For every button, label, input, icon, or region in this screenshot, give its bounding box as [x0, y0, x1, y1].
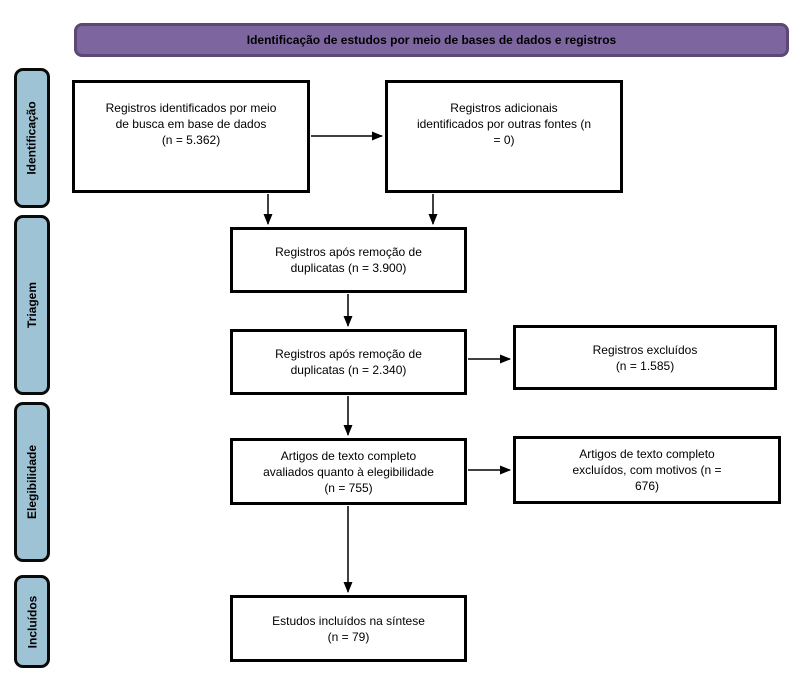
stage-label-text: Triagem	[25, 281, 39, 329]
stage-label-text: Elegibilidade	[25, 444, 40, 520]
box-text-line: avaliados quanto à elegibilidade	[263, 464, 434, 479]
box-text-line: de busca em base de dados	[115, 117, 267, 131]
stage-label-elegibilidade	[14, 402, 50, 562]
box-text-line: Artigos de texto completo	[579, 447, 715, 461]
box-text-line: Estudos incluídos na síntese	[272, 613, 425, 628]
box-records-database-search	[72, 80, 310, 193]
box-text-line: (n = 1.585)	[615, 358, 675, 373]
box-text-line: excluídos, com motivos (n =	[572, 463, 722, 477]
box-records-after-dedup-3900	[230, 227, 467, 293]
box-text-line: duplicatas (n = 3.900)	[290, 261, 407, 275]
box-studies-included	[230, 595, 467, 662]
box-text-line: (n = 79)	[327, 629, 370, 644]
box-records-after-dedup-2340	[230, 329, 467, 395]
diagram-title-banner	[74, 23, 789, 57]
box-records-excluded	[513, 325, 777, 390]
box-text-line: = 0)	[493, 133, 515, 147]
stage-label-triagem	[14, 215, 50, 395]
stage-label-text: Incluídos	[25, 595, 40, 648]
box-text-line: identificados por outras fontes (n	[416, 117, 592, 131]
box-text-line: (n = 5.362)	[161, 133, 221, 147]
stage-label-incluidos	[14, 575, 50, 668]
box-text-line: Registros adicionais	[450, 101, 558, 115]
box-text-line: Registros identificados por meio	[105, 101, 277, 115]
box-text-line: Registros após remoção de	[275, 245, 422, 259]
stage-label-text: Identificação	[25, 101, 40, 175]
box-text-line: 676)	[634, 479, 660, 493]
box-fulltext-assessed	[230, 438, 467, 505]
box-records-other-sources	[385, 80, 623, 193]
box-text-line: duplicatas (n = 2.340)	[290, 363, 407, 377]
diagram-title: Identificação de estudos por meio de bases de dados e registros	[246, 33, 617, 47]
box-fulltext-excluded	[513, 436, 781, 504]
box-text-line: Artigos de texto completo	[280, 448, 417, 463]
box-text-line: Registros excluídos	[592, 342, 698, 357]
box-text-line: Registros após remoção de	[275, 347, 422, 361]
stage-label-identificacao	[14, 68, 50, 208]
box-text-line: (n = 755)	[324, 480, 373, 495]
